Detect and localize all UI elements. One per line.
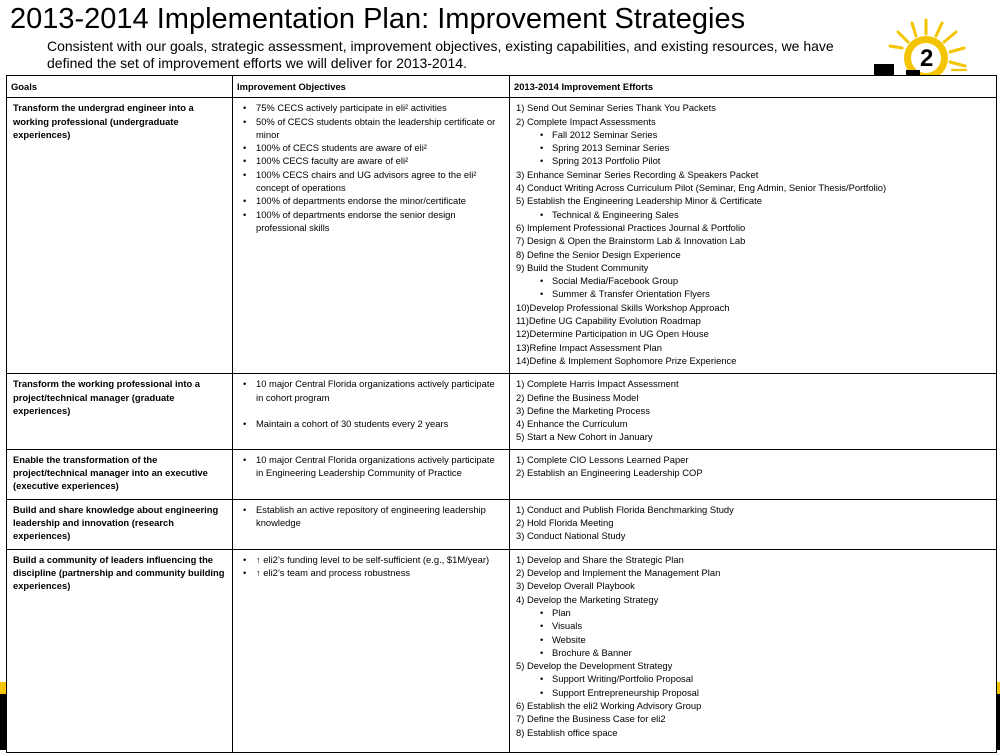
effort-item: 2) Develop and Implement the Management Plan [516, 567, 721, 579]
effort-subitem: • Brochure & Banner [516, 646, 990, 659]
objectives-list [239, 453, 503, 480]
implementation-plan-table [6, 75, 997, 753]
objective-item: • 100% of departments endorse the senior design professional skills [256, 208, 503, 235]
goal-cell: Transform the working professional into a project/technical manager (graduate experiences) [7, 374, 233, 449]
table-row [7, 374, 997, 449]
objective-item: • 10 major Central Florida organizations actively participate in Engineering Leadership Community of Practice [256, 453, 503, 480]
header-efforts: 2013-2014 Improvement Efforts [510, 76, 997, 98]
effort-item: 3) Enhance Seminar Series Recording & Speakers Packet [516, 168, 759, 180]
effort-subitem: • Spring 2013 Portfolio Pilot [516, 154, 990, 167]
efforts-cell [510, 499, 997, 549]
effort-item: 2) Establish an Engineering Leadership COP [516, 467, 703, 479]
eli2-logo [868, 18, 990, 80]
effort-item: 2) Hold Florida Meeting [516, 517, 614, 529]
objective-item: • 50% of CECS students obtain the leadership certificate or minor [256, 115, 503, 142]
objective-item: • 75% CECS actively participate in eli² activities [256, 101, 503, 114]
effort-item: 3) Develop Overall Playbook [516, 580, 635, 592]
effort-item: 2) Define the Business Model [516, 391, 639, 403]
objective-item: • ↑ eli2’s team and process robustness [256, 566, 503, 579]
effort-subitem: • Social Media/Facebook Group [516, 274, 990, 287]
table-row [7, 449, 997, 499]
efforts-cell [510, 98, 997, 374]
effort-item: 4) Enhance the Curriculum [516, 418, 628, 430]
table-row [7, 549, 997, 752]
effort-subitem: • Plan [516, 606, 990, 619]
effort-subitem: • Support Entrepreneurship Proposal [516, 686, 990, 699]
effort-item: 2) Complete Impact Assessments [516, 115, 656, 127]
goal-cell: Transform the undergrad engineer into a working professional (undergraduate experiences) [7, 98, 233, 374]
effort-item: 1) Complete Harris Impact Assessment [516, 378, 679, 390]
effort-item: 10)Develop Professional Skills Workshop Approach [516, 301, 730, 313]
effort-subitem: • Fall 2012 Seminar Series [516, 128, 990, 141]
logo-text: 2 [920, 45, 934, 72]
objectives-list [239, 377, 503, 430]
effort-item: 14)Define & Implement Sophomore Prize Experience [516, 354, 737, 366]
objectives-cell [233, 549, 510, 752]
objectives-list [239, 553, 503, 580]
objective-item: • 100% of CECS students are aware of eli² [256, 141, 503, 154]
effort-item: 11)Define UG Capability Evolution Roadmap [516, 315, 701, 327]
page-title: 2013-2014 Implementation Plan: Improvement Strategies [10, 3, 746, 35]
effort-item: 7) Design & Open the Brainstorm Lab & Innovation Lab [516, 235, 746, 247]
objective-item: • 100% CECS faculty are aware of eli² [256, 154, 503, 167]
effort-item: 3) Define the Marketing Process [516, 404, 650, 416]
table-header-row [7, 76, 997, 98]
objectives-cell [233, 374, 510, 449]
effort-item: 1) Send Out Seminar Series Thank You Packets [516, 102, 716, 114]
effort-item: 4) Conduct Writing Across Curriculum Pilot (Seminar, Eng Admin, Senior Thesis/Portfolio) [516, 182, 887, 194]
effort-item: 1) Complete CIO Lessons Learned Paper [516, 453, 689, 465]
effort-item: 9) Build the Student Community [516, 261, 649, 273]
objective-item: • Maintain a cohort of 30 students every 2 years [256, 417, 503, 430]
effort-subitem: • Technical & Engineering Sales [516, 208, 990, 221]
goal-cell: Enable the transformation of the project/technical manager into an executive (executive experiences) [7, 449, 233, 499]
effort-subitem: • Website [516, 633, 990, 646]
objective-item: • ↑ eli2’s funding level to be self-sufficient (e.g., $1M/year) [256, 553, 503, 566]
effort-item: 8) Establish office space [516, 726, 618, 738]
page-subtitle: Consistent with our goals, strategic assessment, improvement objectives, existing capabilities, and existing resources, we have defined the set of improvement efforts we will deliver for 2013-2014. [47, 38, 834, 71]
table-row [7, 499, 997, 549]
effort-item: 12)Determine Participation in UG Open House [516, 328, 709, 340]
objectives-cell [233, 98, 510, 374]
effort-item: 5) Start a New Cohort in January [516, 431, 653, 443]
effort-item: 6) Implement Professional Practices Journal & Portfolio [516, 221, 746, 233]
effort-item: 3) Conduct National Study [516, 530, 626, 542]
objectives-cell [233, 499, 510, 549]
efforts-cell [510, 549, 997, 752]
effort-item: 5) Develop the Development Strategy [516, 660, 673, 672]
effort-item: 8) Define the Senior Design Experience [516, 248, 681, 260]
objectives-list [239, 503, 503, 530]
effort-item: 1) Develop and Share the Strategic Plan [516, 553, 684, 565]
table-row [7, 98, 997, 374]
effort-subitem: • Summer & Transfer Orientation Flyers [516, 287, 990, 300]
effort-item: 1) Conduct and Publish Florida Benchmarking Study [516, 503, 734, 515]
effort-item: 7) Define the Business Case for eli2 [516, 713, 666, 725]
effort-subitem: • Spring 2013 Seminar Series [516, 141, 990, 154]
objective-item: • 100% CECS chairs and UG advisors agree to the eli² concept of operations [256, 168, 503, 195]
efforts-cell [510, 449, 997, 499]
header-goals: Goals [7, 76, 233, 98]
effort-subitem: • Visuals [516, 619, 990, 632]
objective-item: • Establish an active repository of engineering leadership knowledge [256, 503, 503, 530]
goal-cell: Build a community of leaders influencing the discipline (partnership and community building experiences) [7, 549, 233, 752]
objectives-list [239, 101, 503, 234]
objectives-cell [233, 449, 510, 499]
header-objectives: Improvement Objectives [233, 76, 510, 98]
effort-item: 4) Develop the Marketing Strategy [516, 593, 659, 605]
objective-item: • 10 major Central Florida organizations actively participate in cohort program [256, 377, 503, 404]
effort-item: 5) Establish the Engineering Leadership Minor & Certificate [516, 195, 762, 207]
effort-item: 13)Refine Impact Assessment Plan [516, 341, 662, 353]
goal-cell: Build and share knowledge about engineering leadership and innovation (research experiences) [7, 499, 233, 549]
objective-item: • 100% of departments endorse the minor/certificate [256, 194, 503, 207]
effort-item: 6) Establish the eli2 Working Advisory Group [516, 700, 702, 712]
efforts-cell [510, 374, 997, 449]
effort-subitem: • Support Writing/Portfolio Proposal [516, 672, 990, 685]
